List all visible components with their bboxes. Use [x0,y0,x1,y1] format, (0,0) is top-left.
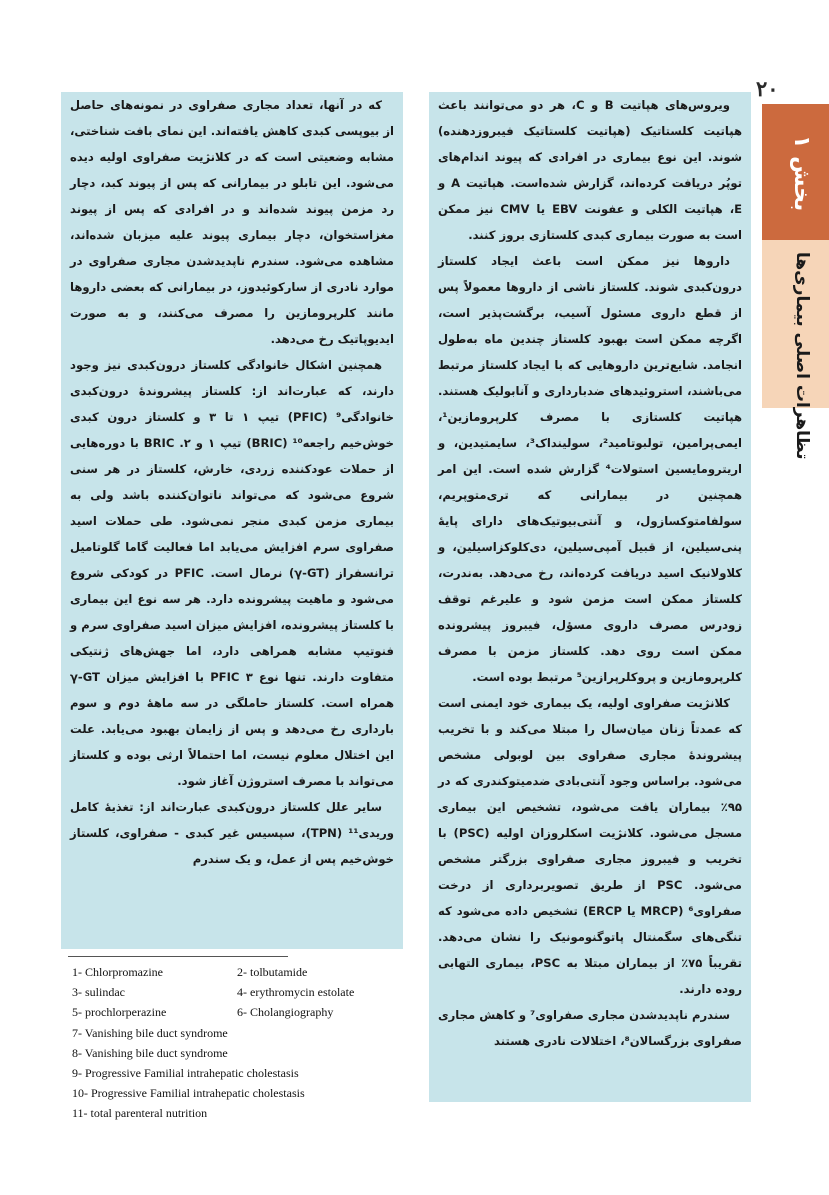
footnote-row [72,982,392,1002]
paragraph: سایر علل کلستاز درون‌کبدی عبارت‌اند از: تغذیهٔ کامل وریدی¹¹ (TPN)، سپسیس غیر کبدی - صفراوی، کلستاز خوش‌خیم پس از عمل، و یک سندرم [70,800,394,866]
chapter-title: تظاهرات اصلی بیماری‌ها [792,252,812,460]
footnote: 8- Vanishing bile duct syndrome [72,1045,228,1060]
text-column-right [429,92,751,1102]
footnote: 10- Progressive Familial intrahepatic cholestasis [72,1086,305,1101]
text-column-left [61,92,403,949]
paragraph: همچنین اشکال خانوادگی کلستاز درون‌کبدی نیز وجود دارند، که عبارت‌اند از: کلستاز پیشروندهٔ درون‌کبدی خانوادگی⁹ (PFIC) تیپ ۱ تا ۳ و کلستاز درون کبدی خوش‌خیم راجعه¹⁰ (BRIC) تیپ ۱ و ۲. BRIC با دوره‌هایی از حملات عودکننده زردی، خارش، کلستاز در هر سنی شروع می‌شود که می‌تواند ناتوان‌کننده باشد ولی به بیماری مزمن کبدی منجر نمی‌شود. طی حملات اسید صفراوی سرم افزایش می‌یابد اما فعالیت گاما گلوتامیل ترانسفراز (γ-GT) نرمال است. PFIC در کودکی شروع می‌شود و ماهیت پیشرونده دارد. هر سه نوع این بیماری با کلستاز پیشرونده، افزایش میزان اسید صفراوی سرم و فنوتیپ مشابه همراهی دارد، اما جهش‌های ژنتیکی متفاوت دارند. تنها نوع ۳ PFIC با افزایش میزان γ-GT همراه است. کلستاز حاملگی در سه ماههٔ دوم و سوم بارداری رخ می‌دهد و پس از زایمان بهبود می‌یابد. علت این اختلال معلوم نیست، اما احتمالاً ارثی بوده و کلستاز می‌تواند با مصرف استروژن آغاز شود. [70,358,394,788]
paragraph: سندرم ناپدیدشدن مجاری صفراوی⁷ و کاهش مجاری صفراوی بزرگسالان⁸، اختلالات نادری هستند [438,1008,742,1048]
paragraph: ویروس‌های هپاتیت B و C، هر دو می‌توانند باعث هپاتیت کلستاتیک (هپاتیت کلستاتیک فیبروزدهنده) شوند. این نوع بیماری در افرادی که پیوند اندام‌های توپُر دریافت کرده‌اند، گزارش شده‌است. هپاتیت A و E، هپاتیت الکلی و عفونت EBV یا CMV نیز ممکن است به صورت بیماری کبدی کلستازی بروز کنند. [438,98,743,242]
paragraph: کلانژیت صفراوی اولیه، یک بیماری خود ایمنی است که عمدتاً زنان میان‌سال را مبتلا می‌کند و با تخریب پیشروندهٔ مجاری صفراوی بین لوبولی مشخص می‌شود. براساس وجود آنتی‌بادی ضدمیتوکندری که در ۹۵٪ بیماران یافت می‌شود، تشخیص این بیماری مسجل می‌شود. کلانژیت اسکلروزان اولیه (PSC) با تخریب و فیبروز مجاری صفراوی بزرگتر مشخص می‌شود. PSC از طریق تصویربرداری از درخت صفراوی⁶ (MRCP یا ERCP) تشخیص داده می‌شود که تنگی‌های سگمنتال پاتوگنومونیک را نشان می‌دهد. تقریباً ۷۵٪ از بیماران مبتلا به PSC، بیماری التهابی روده دارند. [438,696,743,996]
part-label: بخش ۱ [789,134,814,212]
footnote: 4- erythromycin estolate [237,985,355,1000]
footnotes [72,962,392,1124]
footnote: 11- total parenteral nutrition [72,1106,208,1121]
footnote: 6- Cholangiography [237,1005,334,1020]
footnote-divider [68,956,288,957]
paragraph: که در آنها، تعداد مجاری صفراوی در نمونه‌های حاصل از بیوپسی کبدی کاهش یافته‌اند. این نمای بافت شناختی، مشابه وضعیتی است که در کلانژیت صفراوی اولیه دیده می‌شود. این تابلو در بیمارانی که پس از پیوند کبد، دچار رد مزمن پیوند شده‌اند و در افرادی که پس از پیوند مغزاستخوان، دچار بیماری پیوند علیه میزبان شده‌اند، مشاهده می‌شود. سندرم ناپدیدشدن مجاری صفراوی در موارد نادری از سارکوئیدوز، در بیمارانی که بعضی داروها مانند کلرپرومازین را مصرف می‌کنند، و به صورت ایدیوپاتیک رخ می‌دهد. [70,98,394,346]
footnote: 1- Chlorpromazine [72,965,163,979]
paragraph: داروها نیز ممکن است باعث ایجاد کلستاز درون‌کبدی شوند. کلستاز ناشی از داروها معمولاً پس از قطع داروی مسئول آسیب، برگشت‌پذیر است، اگرچه ممکن است بهبود کلستاز چندین ماه به‌طول انجامد. شایع‌ترین داروهایی که با ایجاد کلستاز مرتبط می‌باشند، استروئیدهای ضدبارداری و آنابولیک هستند. هپاتیت کلستازی با مصرف کلرپرومازین¹، ایمی‌پرامین، تولبوتامید²، سولینداک³، سایمتیدین، و اریترومایسین استولات⁴ گزارش شده است. این امر همچنین در بیمارانی که تری‌متوپریم، سولفامتوکسازول، و آنتی‌بیوتیک‌های دارای پایهٔ پنی‌سیلین، از قبیل آمپی‌سیلین، دی‌کلوکزاسیلین، و کلاولانیک اسید دریافت کرده‌اند، رخ می‌دهد. به‌ندرت، کلستاز ممکن است مزمن شود و علیرغم توقف زودرس مصرف داروی مسؤل، فیبروز پیشرونده ممکن است روی دهد. کلستاز مزمن با مصرف کلرپرومازین و پروکلرپرازین⁵ مرتبط بوده است. [438,254,742,684]
footnote-row [72,1002,392,1022]
footnote: 7- Vanishing bile duct syndrome [72,1025,228,1040]
page-number: ۲۰ [756,76,779,101]
footnote: 9- Progressive Familial intrahepatic cholestasis [72,1066,299,1081]
footnote: 2- tolbutamide [237,965,308,979]
footnote: 3- sulindac [72,985,125,1000]
footnote-row [72,962,392,982]
footnote: 5- prochlorperazine [72,1005,167,1020]
